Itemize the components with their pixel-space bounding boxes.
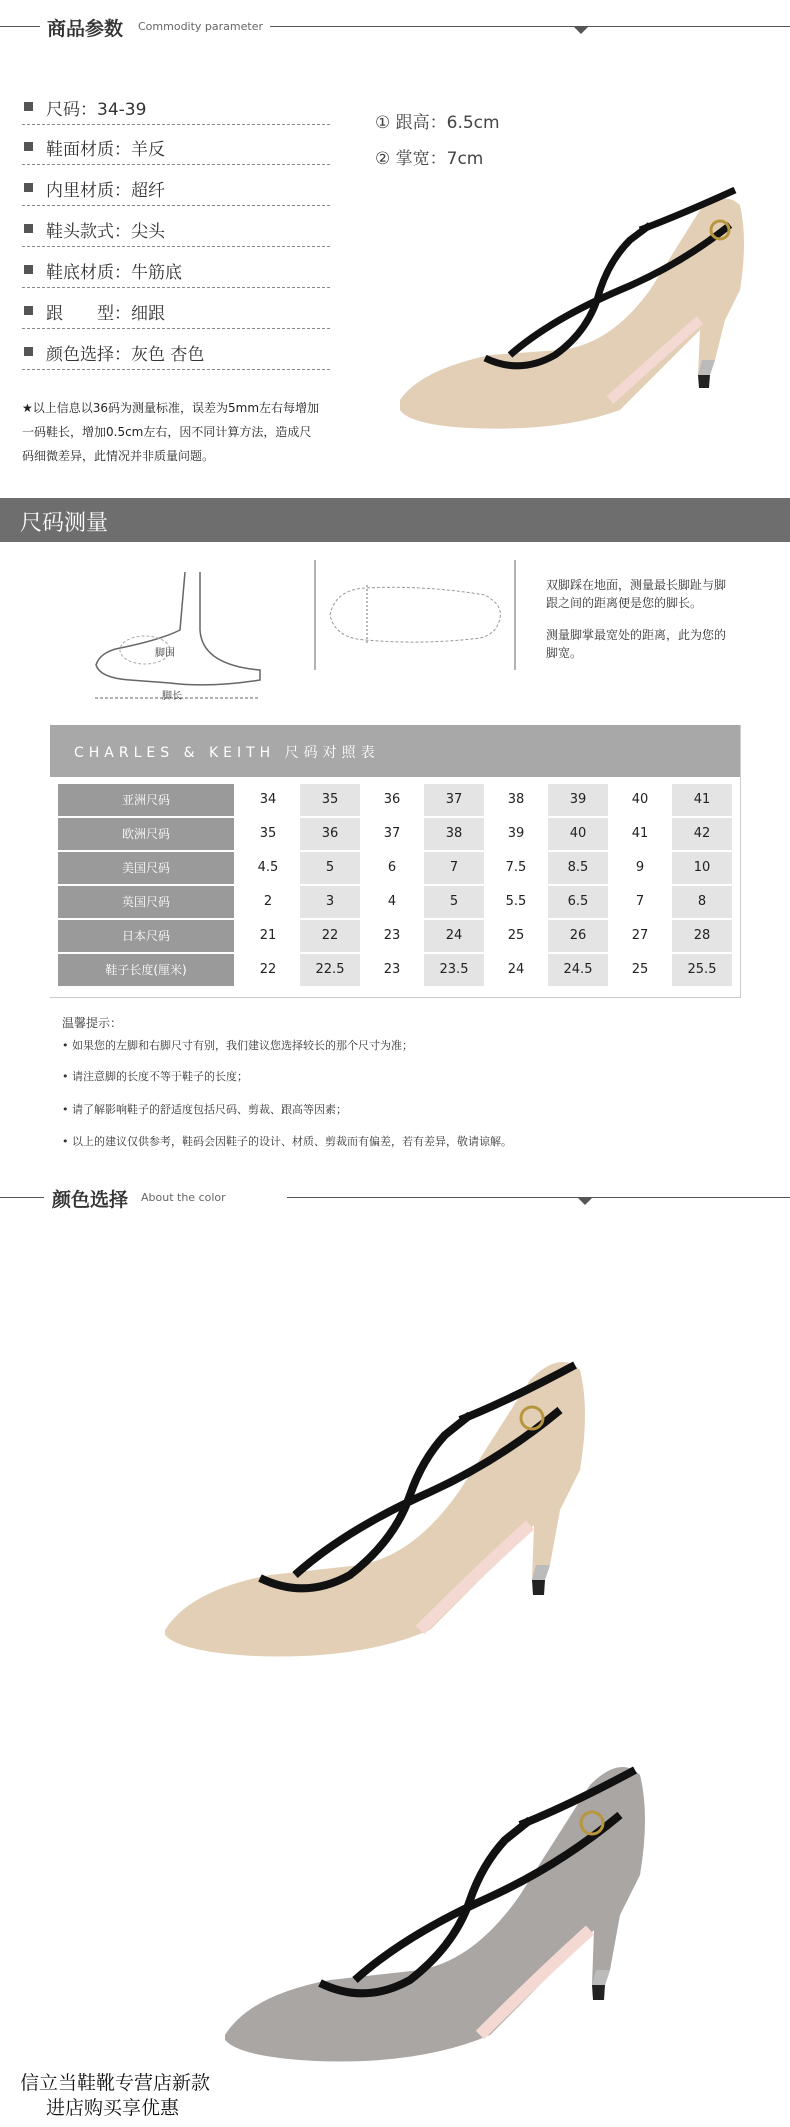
table-cell: 25.5 xyxy=(672,954,732,986)
table-cell: 25 xyxy=(507,928,525,943)
foot-length-label: 脚长 xyxy=(162,691,182,702)
shoe-image-apricot xyxy=(160,1330,600,1660)
tip-item: • 以上的建议仅供参考，鞋码会因鞋子的设计、材质、剪裁而有偏差，若有差异，敬请谅解。 xyxy=(62,1135,512,1148)
instruction-line: 测量脚掌最宽处的距离，此为您的 xyxy=(546,628,727,642)
section-subtitle: Commodity parameter xyxy=(138,20,264,33)
bullet-square-icon xyxy=(24,183,33,192)
table-cell: 21 xyxy=(259,928,277,943)
table-cell: 40 xyxy=(631,792,649,807)
table-cell: 41 xyxy=(631,826,649,841)
table-cell: 7.5 xyxy=(505,860,527,875)
table-cell: 8 xyxy=(672,886,732,918)
row-header: 鞋子长度(厘米) xyxy=(58,954,234,986)
table-cell: 39 xyxy=(548,784,608,816)
table-cell: 36 xyxy=(383,792,401,807)
header-line-left xyxy=(0,1197,44,1198)
param-label: 鞋头款式：尖头 xyxy=(46,222,165,242)
measurement-note xyxy=(22,396,352,468)
table-cell: 22 xyxy=(300,920,360,952)
table-cell: 8.5 xyxy=(548,852,608,884)
note-line: 一码鞋长，增加0.5cm左右，因不同计算方法，造成尺 xyxy=(22,425,312,439)
banner-title: 尺码测量 xyxy=(20,511,109,536)
table-cell: 39 xyxy=(507,826,525,841)
store-caption: 信立当鞋靴专营店新款 xyxy=(20,2072,211,2094)
foot-top-diagram xyxy=(305,550,525,680)
param-label: 尺码：34-39 xyxy=(46,100,147,120)
bullet-square-icon xyxy=(24,347,33,356)
param-label: 跟 型：细跟 xyxy=(46,304,165,324)
table-cell: 5 xyxy=(424,886,484,918)
row-header: 美国尺码 xyxy=(58,852,234,884)
bullet-square-icon xyxy=(24,306,33,315)
table-row xyxy=(58,920,734,952)
row-header: 欧洲尺码 xyxy=(58,818,234,850)
table-cell: 38 xyxy=(507,792,525,807)
row-header: 亚洲尺码 xyxy=(58,784,234,816)
section-header-params xyxy=(0,12,790,42)
instruction-line: 双脚踩在地面，测量最长脚趾与脚 xyxy=(546,578,727,592)
table-cell: 5.5 xyxy=(505,894,527,909)
section-title: 商品参数 xyxy=(47,18,124,40)
param-row xyxy=(22,210,330,247)
foot-side-diagram xyxy=(90,570,270,705)
table-cell: 22.5 xyxy=(300,954,360,986)
measure-instruction-length xyxy=(546,576,766,612)
param-row xyxy=(22,251,330,288)
table-cell: 27 xyxy=(631,928,649,943)
bullet-square-icon xyxy=(24,102,33,111)
table-row xyxy=(58,954,734,986)
sole-width-label: ② 掌宽：7cm xyxy=(375,149,484,169)
table-cell: 38 xyxy=(424,818,484,850)
section-header-color xyxy=(0,1183,790,1213)
table-cell: 4.5 xyxy=(257,860,279,875)
param-row xyxy=(22,333,330,370)
table-cell: 7 xyxy=(424,852,484,884)
table-cell: 23.5 xyxy=(424,954,484,986)
store-caption: 进店购买享优惠 xyxy=(46,2097,180,2119)
table-cell: 37 xyxy=(383,826,401,841)
table-row xyxy=(58,784,734,816)
table-cell: 22 xyxy=(259,962,277,977)
notch-icon xyxy=(578,1198,592,1205)
measure-instruction-width xyxy=(546,626,766,662)
header-line-right xyxy=(270,26,790,27)
table-row xyxy=(58,818,734,850)
table-cell: 7 xyxy=(635,894,645,909)
table-cell: 24 xyxy=(424,920,484,952)
param-label: 鞋底材质：牛筋底 xyxy=(46,263,182,283)
table-cell: 6 xyxy=(387,860,397,875)
param-label: 鞋面材质：羊反 xyxy=(46,140,165,160)
param-row xyxy=(22,88,330,125)
shoe-image-apricot-top xyxy=(380,170,760,440)
table-row xyxy=(58,886,734,918)
header-line-right xyxy=(287,1197,790,1198)
table-cell: 40 xyxy=(548,818,608,850)
param-row xyxy=(22,169,330,206)
table-cell: 42 xyxy=(672,818,732,850)
table-cell: 26 xyxy=(548,920,608,952)
table-cell: 23 xyxy=(383,962,401,977)
param-row xyxy=(22,292,330,329)
table-cell: 35 xyxy=(259,826,277,841)
table-cell: 25 xyxy=(631,962,649,977)
size-chart-table xyxy=(50,725,741,998)
table-cell: 23 xyxy=(383,928,401,943)
size-chart-header xyxy=(50,725,740,777)
param-row xyxy=(22,128,330,165)
table-cell: 6.5 xyxy=(548,886,608,918)
table-cell: 34 xyxy=(259,792,277,807)
table-cell: 36 xyxy=(300,818,360,850)
section-subtitle: About the color xyxy=(141,1191,226,1204)
size-chart-title: CHARLES & KEITH 尺码对照表 xyxy=(74,745,380,761)
table-cell: 10 xyxy=(672,852,732,884)
param-label: 颜色选择：灰色 杏色 xyxy=(46,345,205,365)
table-cell: 35 xyxy=(300,784,360,816)
table-row xyxy=(58,852,734,884)
table-cell: 41 xyxy=(672,784,732,816)
tips-title: 温馨提示： xyxy=(62,1016,123,1030)
tip-item: • 如果您的左脚和右脚尺寸有别，我们建议您选择较长的那个尺寸为准； xyxy=(62,1039,413,1052)
section-title: 颜色选择 xyxy=(52,1189,129,1211)
tip-item: • 请注意脚的长度不等于鞋子的长度； xyxy=(62,1070,248,1083)
instruction-line: 脚宽。 xyxy=(546,646,583,660)
table-cell: 24 xyxy=(507,962,525,977)
bullet-square-icon xyxy=(24,265,33,274)
table-cell: 9 xyxy=(635,860,645,875)
table-cell: 2 xyxy=(263,894,273,909)
header-line-left xyxy=(0,26,40,27)
param-label: 内里材质：超纤 xyxy=(46,181,165,201)
table-cell: 5 xyxy=(300,852,360,884)
note-line: 码细微差异，此情况并非质量问题。 xyxy=(22,449,215,463)
table-cell: 37 xyxy=(424,784,484,816)
table-cell: 3 xyxy=(300,886,360,918)
shoe-image-grey xyxy=(220,1735,660,2065)
table-cell: 28 xyxy=(672,920,732,952)
size-measurement-banner xyxy=(0,498,790,542)
row-header: 英国尺码 xyxy=(58,886,234,918)
tip-item: • 请了解影响鞋子的舒适度包括尺码、剪裁、跟高等因素； xyxy=(62,1103,347,1116)
notch-icon xyxy=(574,27,588,34)
foot-girth-label: 脚围 xyxy=(155,648,175,659)
heel-height-label: ① 跟高：6.5cm xyxy=(375,113,500,133)
instruction-line: 跟之间的距离便是您的脚长。 xyxy=(546,596,703,610)
note-line: ★以上信息以36码为测量标准，误差为5mm左右每增加 xyxy=(22,401,320,415)
bullet-square-icon xyxy=(24,224,33,233)
row-header: 日本尺码 xyxy=(58,920,234,952)
table-cell: 24.5 xyxy=(548,954,608,986)
bullet-square-icon xyxy=(24,142,33,151)
table-cell: 4 xyxy=(387,894,397,909)
